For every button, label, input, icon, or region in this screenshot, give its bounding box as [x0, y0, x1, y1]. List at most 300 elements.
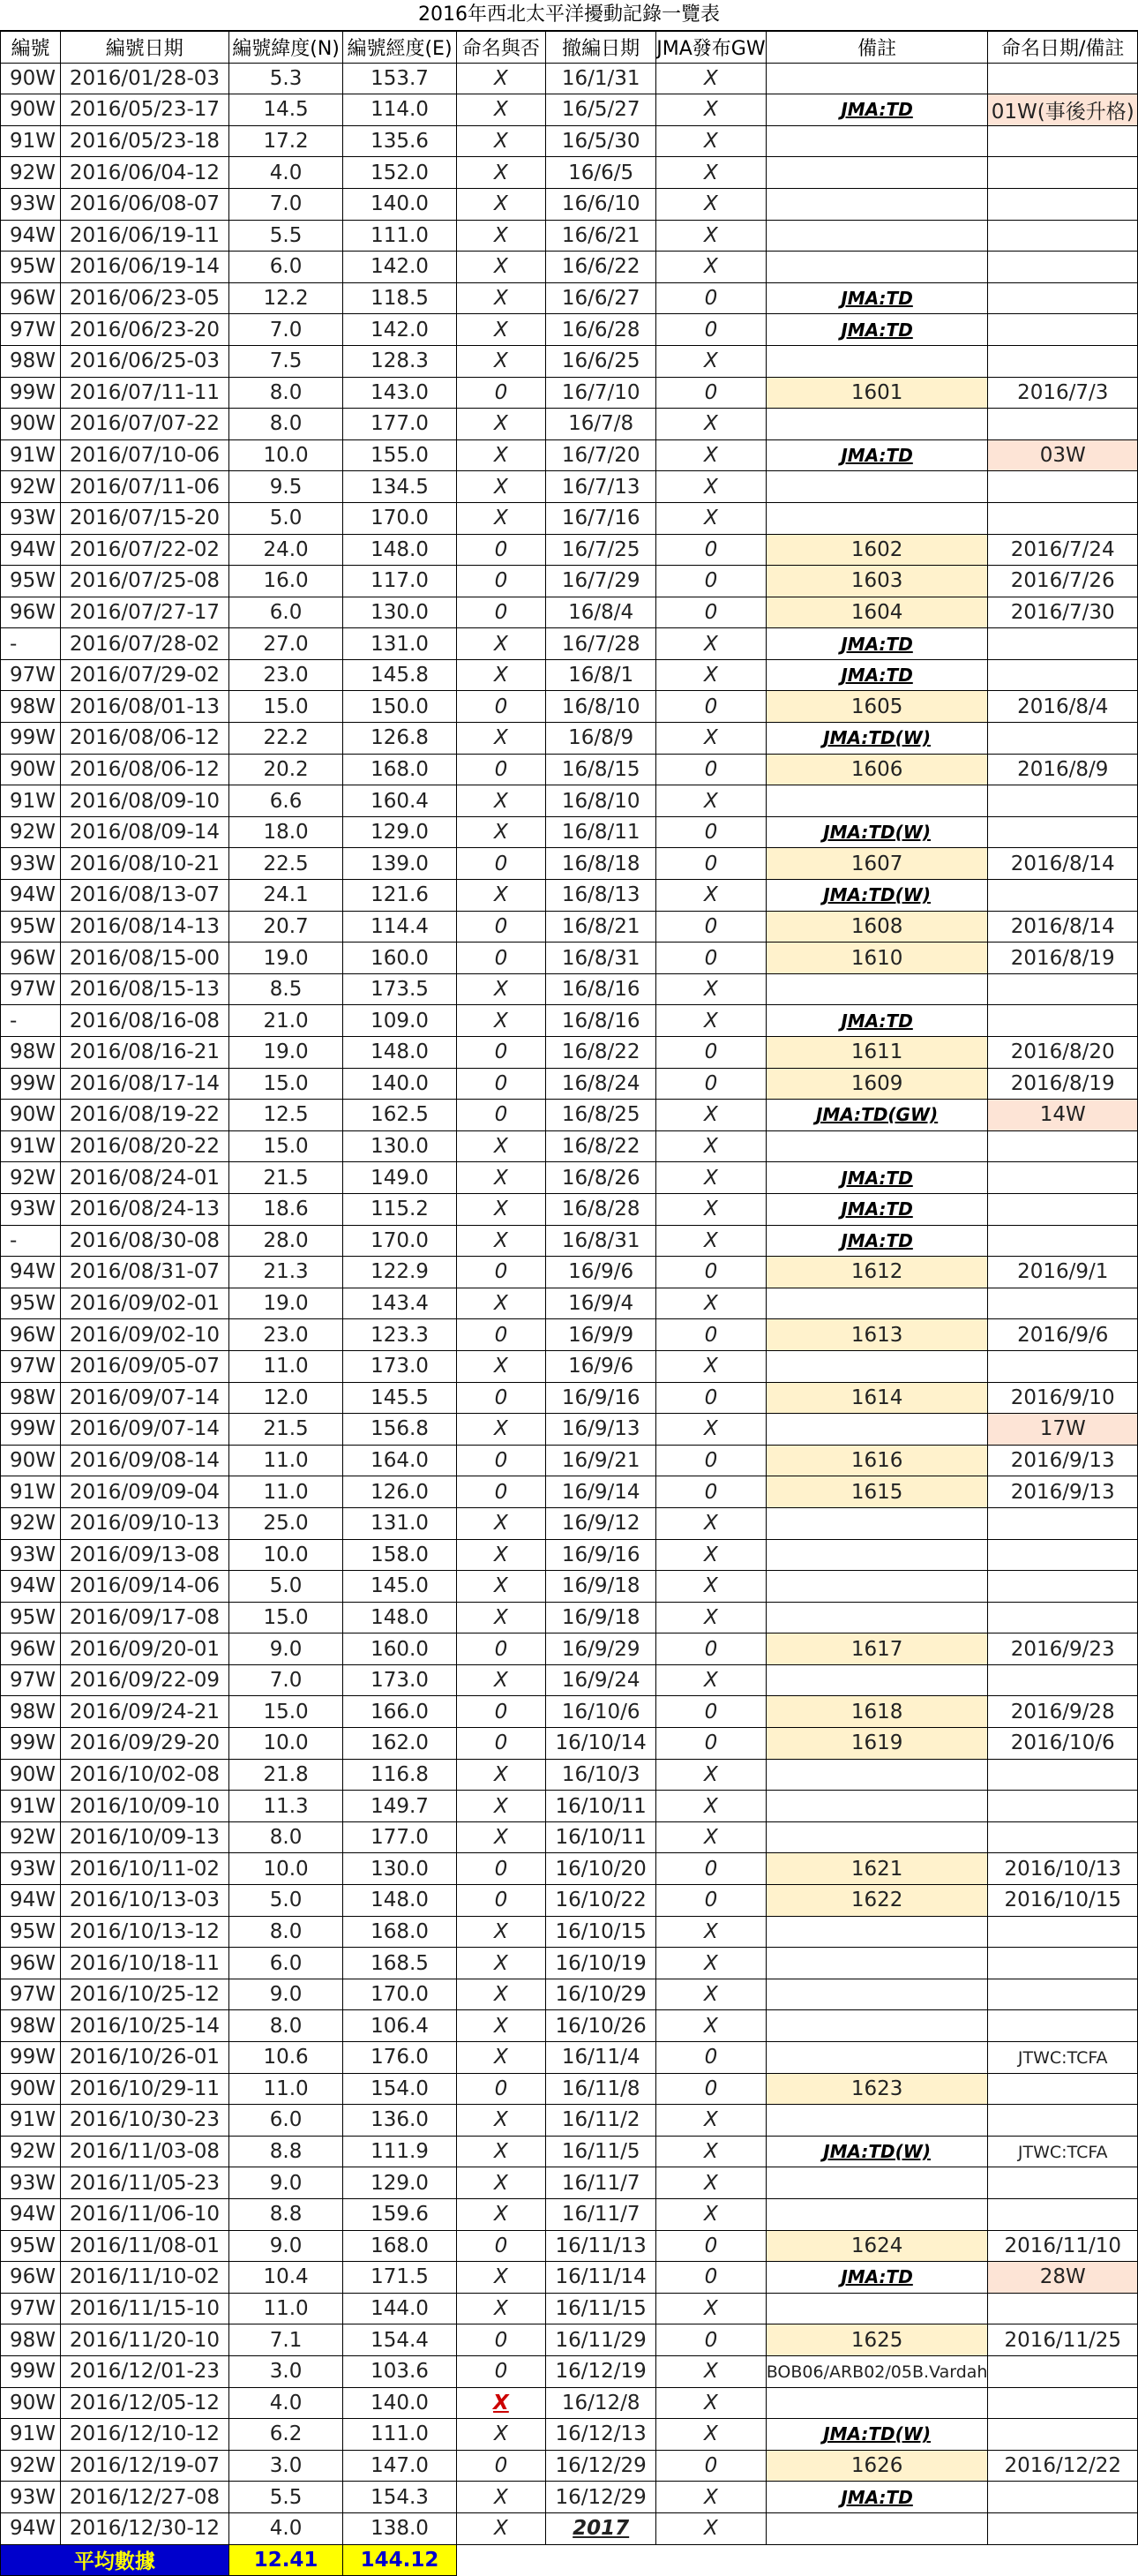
gw-text: X [704, 161, 718, 184]
date-cell [60, 1791, 228, 1822]
lon-text: 162.0 [371, 1731, 429, 1755]
cancel-date-text: 16/8/15 [561, 757, 640, 781]
lon-text: 149.7 [371, 1794, 429, 1818]
cancel-date-cell [546, 502, 656, 534]
lon-cell [343, 409, 456, 440]
name-date-cell [988, 2262, 1138, 2294]
id-text: 92W [10, 1166, 56, 1190]
date-text: 2016/09/22-09 [69, 1669, 221, 1693]
cancel-date-text: 16/8/4 [568, 600, 634, 624]
gw-cell [656, 880, 767, 912]
gw-cell [656, 2450, 767, 2482]
name-date-cell [988, 2324, 1138, 2356]
date-text: 2016/10/29-11 [69, 2077, 221, 2100]
gw-text: 0 [704, 1071, 718, 1095]
named-text: X [494, 98, 508, 122]
date-text: 2016/08/06-12 [69, 757, 221, 781]
lat-text: 7.0 [269, 192, 303, 216]
name-date-text: 2016/9/13 [1010, 1480, 1115, 1504]
lon-cell [343, 1539, 456, 1571]
id-text: 92W [10, 1826, 56, 1850]
lon-cell [343, 1979, 456, 2010]
lat-text: 9.5 [269, 475, 303, 499]
gw-cell [656, 2293, 767, 2324]
date-cell [60, 2512, 228, 2544]
gw-text: 0 [704, 1260, 718, 1284]
cancel-date-text: 16/10/22 [555, 1889, 647, 1912]
id-text: 94W [10, 537, 56, 561]
lon-cell [343, 2262, 456, 2294]
cancel-date-cell [546, 2355, 656, 2387]
name-date-cell [988, 1791, 1138, 1822]
table-row [1, 880, 1138, 912]
id-text: 95W [10, 1919, 56, 1943]
remark-cell [766, 2355, 988, 2387]
cancel-date-text: 16/11/2 [561, 2108, 640, 2132]
cancel-date-cell [546, 2324, 656, 2356]
lat-text: 5.5 [269, 2485, 303, 2509]
gw-text: X [704, 66, 718, 90]
name-date-text: 2016/7/30 [1010, 600, 1115, 624]
cancel-date-text: 16/1/31 [561, 66, 640, 90]
gw-cell [656, 1979, 767, 2010]
lat-cell [228, 1633, 343, 1665]
lat-text: 19.0 [263, 1040, 309, 1064]
named-text: X [494, 883, 508, 907]
date-text: 2016/06/19-11 [69, 223, 221, 247]
cancel-date-text: 16/11/7 [561, 2171, 640, 2195]
named-text: 0 [494, 600, 508, 624]
date-cell [60, 1414, 228, 1446]
cancel-date-text: 16/8/26 [561, 1166, 640, 1190]
remark-cell [766, 439, 988, 471]
table-row [1, 943, 1138, 974]
date-cell [60, 2230, 228, 2262]
lat-cell [228, 1350, 343, 1382]
table-row [1, 188, 1138, 220]
cancel-date-cell [546, 252, 656, 283]
id-cell [1, 2419, 61, 2451]
remark-cell [766, 785, 988, 817]
remark-text: 1618 [850, 1700, 903, 1724]
cancel-date-cell [546, 2136, 656, 2167]
date-cell [60, 1948, 228, 1979]
cancel-date-text: 16/9/12 [561, 1512, 640, 1536]
cancel-date-cell [546, 1319, 656, 1351]
name-date-cell [988, 754, 1138, 785]
named-cell [456, 1162, 546, 1194]
lat-text: 12.5 [263, 1103, 309, 1127]
gw-cell [656, 2482, 767, 2513]
named-text: X [494, 255, 508, 279]
lon-text: 160.4 [371, 789, 429, 813]
date-text: 2016/08/30-08 [69, 1228, 221, 1252]
lat-cell [228, 973, 343, 1005]
gw-cell [656, 691, 767, 723]
date-cell [60, 1100, 228, 1131]
cancel-date-text: 16/10/11 [555, 1826, 647, 1850]
cancel-date-cell [546, 1916, 656, 1948]
id-cell [1, 943, 61, 974]
cancel-date-text: 16/9/4 [568, 1292, 634, 1316]
name-date-cell [988, 2136, 1138, 2167]
remark-text: JMA:TD [841, 288, 913, 310]
table-row [1, 1037, 1138, 1069]
lat-text: 4.0 [269, 161, 303, 184]
named-cell [456, 785, 546, 817]
gw-cell [656, 314, 767, 346]
named-cell [456, 220, 546, 252]
lon-cell [343, 439, 456, 471]
name-date-text: 2016/7/24 [1010, 537, 1115, 561]
remark-text: JMA:TD(GW) [815, 1104, 939, 1126]
lat-cell [228, 2198, 343, 2230]
cancel-date-text: 16/6/28 [561, 318, 640, 342]
named-cell [456, 2324, 546, 2356]
name-date-cell [988, 94, 1138, 126]
remark-cell [766, 2324, 988, 2356]
cancel-date-cell [546, 723, 656, 755]
named-cell [456, 1791, 546, 1822]
gw-cell [656, 1162, 767, 1194]
id-cell [1, 754, 61, 785]
lat-text: 8.0 [269, 1919, 303, 1943]
lat-cell [228, 2355, 343, 2387]
named-text: X [494, 507, 508, 530]
remark-cell [766, 1728, 988, 1760]
gw-text: 0 [704, 2328, 718, 2352]
lon-text: 148.0 [371, 1889, 429, 1912]
gw-cell [656, 1791, 767, 1822]
id-cell [1, 1193, 61, 1225]
cancel-date-cell [546, 1853, 656, 1885]
name-date-text: 2016/9/23 [1010, 1637, 1115, 1661]
cancel-date-text: 16/6/22 [561, 255, 640, 279]
id-text: 93W [10, 2485, 56, 2509]
date-text: 2016/06/23-05 [69, 287, 221, 311]
cancel-date-text: 16/5/27 [561, 98, 640, 122]
gw-cell [656, 188, 767, 220]
gw-text: X [704, 2485, 718, 2509]
named-text: X [494, 821, 508, 845]
date-text: 2016/08/14-13 [69, 914, 221, 938]
named-cell [456, 1696, 546, 1728]
date-text: 2016/01/28-03 [69, 66, 221, 90]
lon-cell [343, 2355, 456, 2387]
cancel-date-text: 16/9/29 [561, 1637, 640, 1661]
table-row [1, 2419, 1138, 2451]
name-date-cell [988, 816, 1138, 848]
named-text: X [494, 2517, 508, 2541]
named-text: 0 [494, 757, 508, 781]
named-text: 0 [494, 695, 508, 718]
lat-cell [228, 1664, 343, 1696]
table-row [1, 691, 1138, 723]
remark-cell [766, 534, 988, 566]
lat-text: 3.0 [269, 2360, 303, 2384]
lat-cell [228, 188, 343, 220]
date-cell [60, 1130, 228, 1162]
id-cell [1, 566, 61, 597]
lon-cell [343, 188, 456, 220]
id-cell [1, 1633, 61, 1665]
lat-cell [228, 534, 343, 566]
gw-cell [656, 220, 767, 252]
lon-text: 168.0 [371, 2234, 429, 2257]
date-text: 2016/08/15-00 [69, 946, 221, 970]
id-text: 90W [10, 66, 56, 90]
lon-text: 140.0 [371, 1071, 429, 1095]
id-text: 93W [10, 507, 56, 530]
named-text: X [494, 66, 508, 90]
cancel-date-text: 16/8/11 [561, 821, 640, 845]
name-date-cell [988, 1821, 1138, 1853]
lon-text: 134.5 [371, 475, 429, 499]
lat-cell [228, 2324, 343, 2356]
lat-cell [228, 1382, 343, 1414]
gw-cell [656, 1728, 767, 1760]
name-date-cell [988, 2355, 1138, 2387]
cancel-date-text: 16/12/29 [555, 2485, 647, 2509]
named-text: X [494, 2108, 508, 2132]
lat-text: 15.0 [263, 1700, 309, 1724]
gw-cell [656, 2167, 767, 2199]
average-label: 平均數據 [1, 2544, 229, 2576]
name-date-cell [988, 2419, 1138, 2451]
cancel-date-cell [546, 973, 656, 1005]
gw-text: X [704, 223, 718, 247]
gw-text: 0 [704, 1857, 718, 1881]
cancel-date-cell [546, 1664, 656, 1696]
named-cell [456, 2355, 546, 2387]
date-text: 2016/11/05-23 [69, 2171, 221, 2195]
id-cell [1, 2042, 61, 2074]
gw-cell [656, 345, 767, 377]
remark-cell [766, 252, 988, 283]
lon-text: 143.4 [371, 1292, 429, 1316]
remark-cell [766, 1193, 988, 1225]
cancel-date-cell [546, 1633, 656, 1665]
lon-text: 148.0 [371, 1040, 429, 1064]
name-date-cell [988, 1602, 1138, 1633]
remark-text: 1624 [850, 2234, 903, 2257]
lat-text: 9.0 [269, 1637, 303, 1661]
named-text: 0 [494, 1260, 508, 1284]
gw-text: X [704, 1794, 718, 1818]
cancel-date-text: 16/8/31 [561, 1228, 640, 1252]
remark-cell [766, 973, 988, 1005]
lat-text: 9.0 [269, 2234, 303, 2257]
id-cell [1, 2105, 61, 2137]
lat-text: 15.0 [263, 1135, 309, 1159]
lat-cell [228, 409, 343, 440]
id-text: 94W [10, 883, 56, 907]
table-row [1, 2450, 1138, 2482]
name-date-cell [988, 2293, 1138, 2324]
date-text: 2016/08/24-13 [69, 1198, 221, 1221]
named-text: X [494, 1009, 508, 1033]
remark-text: JMA:TD(W) [823, 2423, 931, 2445]
id-cell [1, 2387, 61, 2419]
remark-text: JMA:TD [841, 633, 913, 655]
gw-cell [656, 63, 767, 94]
gw-cell [656, 816, 767, 848]
lon-cell [343, 2419, 456, 2451]
lat-cell [228, 220, 343, 252]
table-row [1, 409, 1138, 440]
lat-text: 18.6 [263, 1198, 309, 1221]
cancel-date-text: 16/11/29 [555, 2328, 647, 2352]
date-cell [60, 1602, 228, 1633]
id-cell [1, 1476, 61, 1508]
named-text: X [494, 1543, 508, 1566]
lon-cell [343, 911, 456, 943]
lat-cell [228, 2293, 343, 2324]
cancel-date-text: 16/8/9 [568, 726, 634, 750]
gw-cell [656, 943, 767, 974]
id-cell [1, 1068, 61, 1100]
date-text: 2016/08/17-14 [69, 1071, 221, 1095]
gw-text: X [704, 507, 718, 530]
named-text: X [494, 1983, 508, 2007]
remark-text: 1619 [850, 1731, 903, 1755]
named-text: 0 [494, 1480, 508, 1504]
lat-text: 8.0 [269, 1826, 303, 1850]
cancel-date-text: 16/8/16 [561, 1009, 640, 1033]
lon-text: 177.0 [371, 1826, 429, 1850]
date-cell [60, 1225, 228, 1257]
lat-text: 6.0 [269, 255, 303, 279]
lon-cell [343, 157, 456, 189]
id-cell [1, 1571, 61, 1603]
lat-cell [228, 1728, 343, 1760]
cancel-date-text: 16/11/14 [555, 2265, 647, 2289]
named-cell [456, 973, 546, 1005]
named-text: X [494, 1826, 508, 1850]
gw-cell [656, 1319, 767, 1351]
lat-text: 6.6 [269, 789, 303, 813]
lon-text: 154.0 [371, 2077, 429, 2100]
named-text: 0 [494, 1386, 508, 1409]
cancel-date-cell [546, 659, 656, 691]
name-date-cell [988, 1288, 1138, 1319]
remark-text: 1616 [850, 1449, 903, 1473]
date-cell [60, 1916, 228, 1948]
remark-cell [766, 2450, 988, 2482]
date-cell [60, 1193, 228, 1225]
lon-text: 170.0 [371, 1983, 429, 2007]
id-cell [1, 1916, 61, 1948]
name-date-cell [988, 502, 1138, 534]
lon-text: 117.0 [371, 569, 429, 593]
gw-cell [656, 502, 767, 534]
named-text: X [494, 1292, 508, 1316]
id-cell [1, 94, 61, 126]
gw-text: X [704, 1951, 718, 1975]
id-text: 90W [10, 412, 56, 436]
date-text: 2016/08/16-21 [69, 1040, 221, 1064]
remark-cell [766, 314, 988, 346]
gw-cell [656, 1445, 767, 1476]
gw-text: X [704, 2171, 718, 2195]
gw-text: 0 [704, 2046, 718, 2069]
lat-cell [228, 63, 343, 94]
name-date-cell [988, 1319, 1138, 1351]
cancel-date-cell [546, 943, 656, 974]
lon-cell [343, 2073, 456, 2105]
id-text: 93W [10, 1857, 56, 1881]
gw-text: X [704, 1198, 718, 1221]
id-cell [1, 785, 61, 817]
id-text: 91W [10, 1480, 56, 1504]
header-cell: 備註 [766, 32, 988, 64]
named-cell [456, 1885, 546, 1917]
lon-cell [343, 1225, 456, 1257]
remark-cell [766, 1759, 988, 1791]
lon-cell [343, 816, 456, 848]
lon-cell [343, 1100, 456, 1131]
named-cell [456, 1130, 546, 1162]
gw-text: X [704, 2108, 718, 2132]
name-date-cell [988, 659, 1138, 691]
table-row [1, 2073, 1138, 2105]
id-cell [1, 125, 61, 157]
gw-cell [656, 2262, 767, 2294]
gw-cell [656, 1821, 767, 1853]
gw-text: X [704, 192, 718, 216]
id-cell [1, 1414, 61, 1446]
date-cell [60, 1728, 228, 1760]
date-cell [60, 157, 228, 189]
table-row [1, 1885, 1138, 1917]
name-date-cell [988, 1445, 1138, 1476]
id-cell [1, 2262, 61, 2294]
table-row [1, 1696, 1138, 1728]
lon-cell [343, 471, 456, 503]
id-text: - [10, 1009, 18, 1033]
id-text: 96W [10, 946, 56, 970]
named-text: 0 [494, 914, 508, 938]
table-row [1, 1193, 1138, 1225]
name-date-cell [988, 282, 1138, 314]
gw-cell [656, 1257, 767, 1288]
date-text: 2016/07/11-11 [69, 380, 221, 404]
lat-text: 6.0 [269, 600, 303, 624]
remark-cell [766, 1539, 988, 1571]
lon-text: 131.0 [371, 1512, 429, 1536]
remark-cell [766, 1916, 988, 1948]
table-row [1, 1225, 1138, 1257]
lon-cell [343, 1759, 456, 1791]
name-date-text: 2016/8/14 [1010, 852, 1115, 875]
gw-cell [656, 1350, 767, 1382]
id-text: 97W [10, 2297, 56, 2321]
gw-cell [656, 2387, 767, 2419]
remark-cell [766, 471, 988, 503]
date-cell [60, 816, 228, 848]
cancel-date-text: 16/7/13 [561, 475, 640, 499]
lat-text: 5.5 [269, 223, 303, 247]
named-text: 0 [494, 569, 508, 593]
cancel-date-cell [546, 409, 656, 440]
date-cell [60, 785, 228, 817]
cancel-date-text: 16/5/30 [561, 130, 640, 154]
id-cell [1, 1130, 61, 1162]
table-row [1, 2293, 1138, 2324]
lat-text: 21.8 [263, 1762, 309, 1786]
name-date-cell [988, 2042, 1138, 2074]
gw-text: X [704, 1762, 718, 1786]
